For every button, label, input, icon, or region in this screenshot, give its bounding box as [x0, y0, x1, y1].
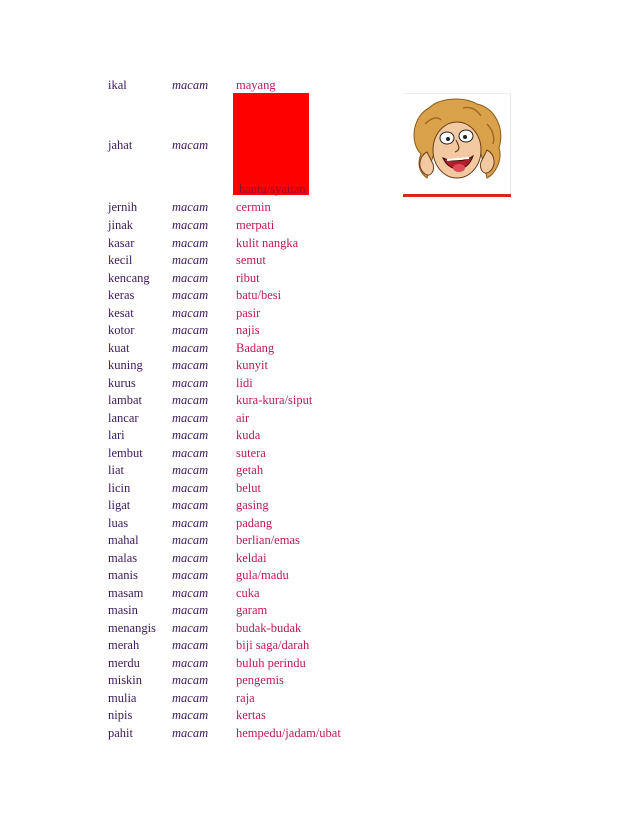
list-item: [0, 463, 638, 481]
macam-word: macam: [172, 603, 209, 617]
adjective-word: miskin: [108, 673, 143, 687]
adjective-word: liat: [108, 463, 124, 477]
macam-word: macam: [172, 726, 209, 740]
simile-word: batu/besi: [236, 288, 282, 302]
simile-word: kunyit: [236, 358, 268, 372]
adjective-word: masam: [108, 586, 144, 600]
macam-word: macam: [172, 691, 209, 705]
macam-word: macam: [172, 533, 209, 547]
adjective-word: kencang: [108, 271, 150, 285]
list-item: [0, 236, 638, 254]
adjective-word: kecil: [108, 253, 133, 267]
macam-word: macam: [172, 138, 209, 152]
simile-word: najis: [236, 323, 260, 337]
list-item: [0, 726, 638, 744]
adjective-word: lari: [108, 428, 125, 442]
adjective-word: mulia: [108, 691, 137, 705]
adjective-word: manis: [108, 568, 138, 582]
adjective-word: lambat: [108, 393, 143, 407]
list-item: [0, 568, 638, 586]
scary-face-cartoon-image: [403, 93, 511, 195]
macam-word: macam: [172, 446, 209, 460]
simile-word: buluh perindu: [236, 656, 306, 670]
simile-word: garam: [236, 603, 268, 617]
macam-word: macam: [172, 218, 209, 232]
macam-word: macam: [172, 253, 209, 267]
adjective-word: kurus: [108, 376, 136, 390]
scary-face-cartoon-icon: [403, 94, 510, 195]
adjective-word: jernih: [108, 200, 138, 214]
list-item: [0, 200, 638, 218]
macam-word: macam: [172, 586, 209, 600]
adjective-word: jahat: [108, 138, 133, 152]
macam-word: macam: [172, 393, 209, 407]
list-item: [0, 271, 638, 289]
macam-word: macam: [172, 376, 209, 390]
macam-word: macam: [172, 411, 209, 425]
adjective-word: kotor: [108, 323, 135, 337]
macam-word: macam: [172, 481, 209, 495]
list-item: [0, 586, 638, 604]
list-item: [0, 516, 638, 534]
adjective-word: kuning: [108, 358, 143, 372]
simile-word: biji saga/darah: [236, 638, 310, 652]
simile-word: keldai: [236, 551, 267, 565]
simile-word: air: [236, 411, 250, 425]
simile-word: cermin: [236, 200, 271, 214]
adjective-word: ligat: [108, 498, 131, 512]
macam-word: macam: [172, 708, 209, 722]
simile-word: kulit nangka: [236, 236, 299, 250]
adjective-word: masin: [108, 603, 138, 617]
list-item: [0, 358, 638, 376]
simile-word: padang: [236, 516, 273, 530]
simile-word: kertas: [236, 708, 266, 722]
macam-word: macam: [172, 358, 209, 372]
adjective-word: mahal: [108, 533, 139, 547]
simile-word: gasing: [236, 498, 269, 512]
list-item: [0, 411, 638, 429]
macam-word: macam: [172, 428, 209, 442]
adjective-word: kasar: [108, 236, 135, 250]
adjective-word: lancar: [108, 411, 139, 425]
simile-word: merpati: [236, 218, 275, 232]
adjective-word: ikal: [108, 78, 127, 92]
adjective-word: menangis: [108, 621, 156, 635]
adjective-word: kuat: [108, 341, 130, 355]
list-item: [0, 691, 638, 709]
simile-word: berlian/emas: [236, 533, 300, 547]
list-item: [0, 621, 638, 639]
list-item: [0, 218, 638, 236]
adjective-word: licin: [108, 481, 131, 495]
list-item: [0, 341, 638, 359]
list-item: [0, 603, 638, 621]
macam-word: macam: [172, 323, 209, 337]
simile-word: semut: [236, 253, 266, 267]
simile-word: getah: [236, 463, 264, 477]
macam-word: macam: [172, 621, 209, 635]
list-item: [0, 138, 638, 156]
macam-word: macam: [172, 516, 209, 530]
list-item: [0, 306, 638, 324]
simile-word: gula/madu: [236, 568, 289, 582]
macam-word: macam: [172, 673, 209, 687]
list-item: [0, 253, 638, 271]
list-item: [0, 323, 638, 341]
adjective-word: merah: [108, 638, 140, 652]
simile-word: belut: [236, 481, 261, 495]
macam-word: macam: [172, 638, 209, 652]
list-item: [0, 533, 638, 551]
list-item: [0, 498, 638, 516]
macam-word: macam: [172, 498, 209, 512]
simile-word: kuda: [236, 428, 261, 442]
macam-word: macam: [172, 568, 209, 582]
simile-word: hempedu/jadam/ubat: [236, 726, 341, 740]
simile-word: pengemis: [236, 673, 284, 687]
macam-word: macam: [172, 656, 209, 670]
macam-word: macam: [172, 236, 209, 250]
macam-word: macam: [172, 463, 209, 477]
adjective-word: jinak: [108, 218, 133, 232]
list-item: [0, 708, 638, 726]
list-item: [0, 393, 638, 411]
adjective-word: kesat: [108, 306, 134, 320]
macam-word: macam: [172, 341, 209, 355]
simile-word: sutera: [236, 446, 266, 460]
list-item: [0, 428, 638, 446]
list-item: [0, 638, 638, 656]
simile-word: budak-budak: [236, 621, 302, 635]
macam-word: macam: [172, 551, 209, 565]
adjective-word: luas: [108, 516, 129, 530]
simile-word: hantu/syaitan: [239, 182, 306, 196]
macam-word: macam: [172, 288, 209, 302]
simile-word: pasir: [236, 306, 261, 320]
adjective-word: merdu: [108, 656, 140, 670]
macam-word: macam: [172, 78, 209, 92]
simile-word: Badang: [236, 341, 275, 355]
simile-word: raja: [236, 691, 255, 705]
simile-word: kura-kura/siput: [236, 393, 313, 407]
list-item: [0, 551, 638, 569]
adjective-word: nipis: [108, 708, 133, 722]
simile-word: cuka: [236, 586, 260, 600]
simile-word: ribut: [236, 271, 260, 285]
picture-underline: [403, 194, 511, 197]
simile-word: lidi: [236, 376, 253, 390]
adjective-word: keras: [108, 288, 135, 302]
macam-word: macam: [172, 306, 209, 320]
list-item: [0, 446, 638, 464]
list-item: [0, 481, 638, 499]
adjective-word: lembut: [108, 446, 143, 460]
list-item: [0, 673, 638, 691]
list-item: [0, 288, 638, 306]
adjective-word: pahit: [108, 726, 133, 740]
list-item: [0, 78, 638, 96]
macam-word: macam: [172, 200, 209, 214]
adjective-word: malas: [108, 551, 138, 565]
list-item: [0, 656, 638, 674]
simile-word: mayang: [236, 78, 276, 92]
list-item: [0, 376, 638, 394]
macam-word: macam: [172, 271, 209, 285]
